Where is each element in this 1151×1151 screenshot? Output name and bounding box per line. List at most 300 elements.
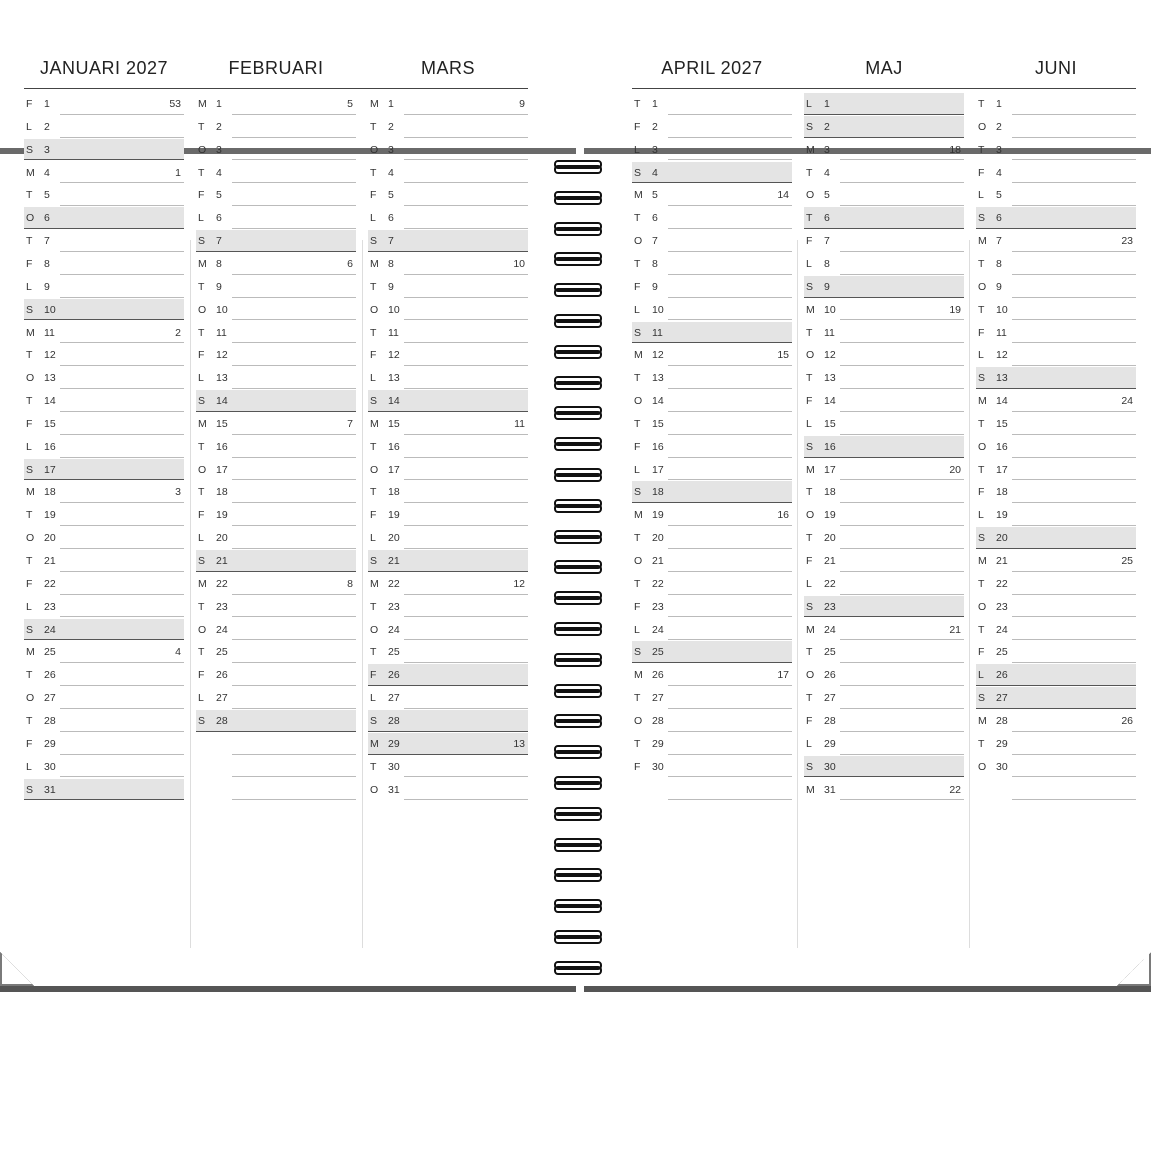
day-row[interactable] [196,618,356,641]
day-row[interactable] [976,480,1136,503]
day-row[interactable] [24,686,184,709]
day-row[interactable] [976,412,1136,435]
day-number: 28 [824,714,836,727]
day-row[interactable] [24,572,184,595]
ring-wire [554,411,602,420]
day-row[interactable] [976,343,1136,366]
day-row[interactable] [196,435,356,458]
weekday-letter: O [370,463,379,476]
day-number: 14 [216,395,228,408]
day-row[interactable] [632,503,792,526]
day-row[interactable] [632,526,792,549]
day-row[interactable] [804,206,964,229]
day-number: 14 [824,395,836,408]
day-row[interactable] [804,755,964,778]
day-row[interactable] [632,298,792,321]
day-row[interactable] [24,321,184,344]
weekday-letter: T [978,303,985,316]
day-row[interactable] [196,595,356,618]
day-row[interactable] [804,480,964,503]
day-row[interactable] [632,663,792,686]
spiral-ring [552,314,606,330]
day-row[interactable] [804,366,964,389]
weekday-letter: O [26,532,35,545]
day-row[interactable] [976,275,1136,298]
day-row[interactable] [196,183,356,206]
day-row[interactable] [24,732,184,755]
day-row[interactable] [368,732,528,755]
day-row[interactable] [24,252,184,275]
day-row[interactable] [196,480,356,503]
weekday-letter: O [978,440,987,453]
day-row[interactable] [804,572,964,595]
day-row[interactable] [196,663,356,686]
day-row[interactable] [976,321,1136,344]
day-row[interactable] [368,778,528,801]
day-row[interactable] [804,549,964,572]
day-row[interactable] [976,183,1136,206]
weekday-letter: M [370,737,379,750]
weekday-letter: F [370,349,377,362]
day-row[interactable] [804,138,964,161]
day-row[interactable] [368,343,528,366]
day-row[interactable] [24,595,184,618]
weekday-letter: T [634,372,641,385]
empty-day-row[interactable] [196,778,356,801]
day-number: 26 [216,669,228,682]
weekday-letter: T [26,395,33,408]
day-row[interactable] [196,686,356,709]
day-number: 11 [216,326,227,339]
day-row[interactable] [804,595,964,618]
day-row[interactable] [196,92,356,115]
day-row[interactable] [976,366,1136,389]
day-row[interactable] [24,503,184,526]
day-number: 31 [388,783,400,796]
weekday-letter: S [370,555,378,567]
week-number: 23 [1121,235,1133,248]
day-row[interactable] [632,686,792,709]
week-number: 11 [514,417,525,430]
weekday-letter: L [978,189,984,202]
day-row[interactable] [196,366,356,389]
weekday-letter: M [26,486,35,499]
day-row[interactable] [804,321,964,344]
month-title: APRIL 2027 [661,58,763,78]
empty-day-row[interactable] [196,732,356,755]
day-number: 4 [44,166,50,179]
day-row[interactable] [368,275,528,298]
day-row[interactable] [196,252,356,275]
day-row[interactable] [632,321,792,344]
weekday-letter: L [806,98,812,110]
day-row[interactable] [632,549,792,572]
day-row[interactable] [368,229,528,252]
day-row[interactable] [804,343,964,366]
day-row[interactable] [804,663,964,686]
ring-wire [554,966,602,975]
day-number: 23 [216,600,228,613]
day-number: 23 [996,600,1008,613]
day-row[interactable] [976,229,1136,252]
weekday-letter: T [978,98,985,110]
day-number: 10 [996,303,1008,316]
day-row[interactable] [804,92,964,115]
weekday-letter: O [978,120,987,133]
day-row[interactable] [976,663,1136,686]
day-row[interactable] [368,435,528,458]
day-row[interactable] [196,115,356,138]
day-row[interactable] [368,115,528,138]
day-row[interactable] [976,640,1136,663]
day-row[interactable] [632,435,792,458]
day-row[interactable] [196,572,356,595]
day-number: 8 [996,257,1002,270]
day-number: 29 [388,737,400,750]
day-row[interactable] [24,640,184,663]
day-row[interactable] [368,458,528,481]
day-row[interactable] [976,572,1136,595]
day-number: 23 [44,600,56,613]
day-number: 28 [44,714,56,727]
day-number: 29 [652,737,664,750]
day-row[interactable] [24,618,184,641]
ring-wire [554,812,602,821]
day-row[interactable] [804,252,964,275]
month-title-rule [804,88,976,89]
day-number: 15 [996,417,1008,430]
day-row[interactable] [976,115,1136,138]
day-number: 28 [652,714,664,727]
day-row[interactable] [976,709,1136,732]
spiral-ring [552,252,606,268]
day-number: 9 [44,280,50,293]
day-row[interactable] [368,321,528,344]
day-row[interactable] [632,366,792,389]
ring-wire [554,288,602,297]
day-row[interactable] [368,686,528,709]
weekday-letter: T [198,326,205,339]
weekday-letter: T [26,714,33,727]
weekday-letter: L [806,417,812,430]
day-row[interactable] [976,732,1136,755]
day-row[interactable] [368,389,528,412]
day-row[interactable] [196,503,356,526]
day-row[interactable] [804,275,964,298]
day-row[interactable] [804,778,964,801]
day-row[interactable] [24,526,184,549]
day-row[interactable] [976,503,1136,526]
day-row[interactable] [196,343,356,366]
day-number: 4 [388,166,394,179]
day-row[interactable] [196,321,356,344]
day-row[interactable] [804,412,964,435]
day-row[interactable] [368,412,528,435]
weekday-letter: T [806,212,813,225]
day-row[interactable] [632,640,792,663]
weekday-letter: T [806,646,813,659]
day-row[interactable] [24,412,184,435]
day-number: 20 [388,532,400,545]
spiral-ring [552,191,606,207]
day-row[interactable] [976,526,1136,549]
day-row[interactable] [632,161,792,184]
day-row[interactable] [368,161,528,184]
weekday-letter: L [198,532,204,545]
day-row[interactable] [976,161,1136,184]
day-number: 16 [44,440,56,453]
day-row[interactable] [632,343,792,366]
day-row[interactable] [632,618,792,641]
day-number: 27 [824,692,836,705]
spiral-ring [552,591,606,607]
day-row[interactable] [196,161,356,184]
day-row[interactable] [632,138,792,161]
day-number: 26 [44,669,56,682]
day-row[interactable] [804,732,964,755]
day-number: 14 [388,395,400,408]
weekday-letter: F [26,417,33,430]
day-row[interactable] [632,412,792,435]
day-number: 28 [388,714,400,727]
day-row[interactable] [632,206,792,229]
day-row[interactable] [976,138,1136,161]
day-row[interactable] [368,206,528,229]
column-separator [797,240,798,948]
spiral-ring [552,376,606,392]
day-row[interactable] [24,435,184,458]
day-row[interactable] [804,458,964,481]
day-number: 1 [388,98,394,110]
month-title-rule [632,88,804,89]
ring-wire [554,627,602,636]
weekday-letter: T [26,509,33,522]
day-row[interactable] [368,549,528,572]
day-number: 21 [996,555,1008,567]
weekday-letter: T [370,600,377,613]
week-number: 2 [175,326,181,339]
day-number: 20 [216,532,228,545]
weekday-letter: L [978,509,984,522]
day-row[interactable] [196,389,356,412]
day-row[interactable] [976,389,1136,412]
day-row[interactable] [632,732,792,755]
day-number: 17 [388,463,400,476]
empty-day-row[interactable] [976,778,1136,801]
day-row[interactable] [368,480,528,503]
day-row[interactable] [196,229,356,252]
day-row[interactable] [804,686,964,709]
day-row[interactable] [24,755,184,778]
day-row[interactable] [368,755,528,778]
week-number: 13 [513,737,525,750]
day-row[interactable] [976,92,1136,115]
day-row[interactable] [804,618,964,641]
day-row[interactable] [976,549,1136,572]
day-row[interactable] [632,755,792,778]
day-row[interactable] [976,206,1136,229]
day-row[interactable] [368,298,528,321]
day-row[interactable] [24,549,184,572]
day-row[interactable] [804,435,964,458]
day-number: 3 [44,143,50,156]
day-number: 6 [388,212,394,225]
day-row[interactable] [368,572,528,595]
empty-day-row[interactable] [196,755,356,778]
day-row[interactable] [976,755,1136,778]
week-number: 15 [777,349,789,362]
day-row[interactable] [24,389,184,412]
day-row[interactable] [804,389,964,412]
weekday-letter: F [198,509,205,522]
day-row[interactable] [804,229,964,252]
day-row[interactable] [368,526,528,549]
day-row[interactable] [24,480,184,503]
weekday-letter: S [978,212,986,225]
weekday-letter: T [198,166,205,179]
day-row[interactable] [976,595,1136,618]
weekday-letter: F [634,280,641,293]
day-row[interactable] [368,183,528,206]
day-row[interactable] [804,503,964,526]
weekday-letter: T [634,417,641,430]
day-row[interactable] [24,275,184,298]
day-row[interactable] [976,298,1136,321]
weekday-letter: S [634,166,642,179]
empty-day-row[interactable] [632,778,792,801]
day-row[interactable] [368,138,528,161]
weekday-letter: S [806,440,814,453]
day-number: 30 [44,760,56,773]
day-row[interactable] [368,366,528,389]
day-number: 12 [824,349,836,362]
weekday-letter: M [370,577,379,590]
day-row[interactable] [196,412,356,435]
day-row[interactable] [976,435,1136,458]
week-number: 19 [949,303,961,316]
day-row[interactable] [196,526,356,549]
day-row[interactable] [976,618,1136,641]
day-row[interactable] [24,183,184,206]
day-row[interactable] [976,458,1136,481]
day-row[interactable] [368,618,528,641]
weekday-letter: L [26,760,32,773]
day-row[interactable] [976,252,1136,275]
day-row[interactable] [24,115,184,138]
day-row[interactable] [368,595,528,618]
day-row[interactable] [632,252,792,275]
day-row[interactable] [196,549,356,572]
spiral-ring [552,868,606,884]
day-row[interactable] [196,206,356,229]
weekday-letter: F [370,669,377,682]
day-row[interactable] [196,709,356,732]
day-row[interactable] [24,138,184,161]
weekday-letter: M [806,463,815,476]
day-row[interactable] [368,663,528,686]
weekday-letter: M [634,509,643,522]
day-row[interactable] [368,640,528,663]
weekday-letter: F [978,486,985,499]
day-row[interactable] [24,778,184,801]
day-row[interactable] [632,595,792,618]
day-row[interactable] [632,709,792,732]
day-row[interactable] [804,161,964,184]
weekday-letter: S [806,120,814,133]
weekday-letter: M [634,189,643,202]
day-number: 17 [652,463,664,476]
day-row[interactable] [24,229,184,252]
day-row[interactable] [632,480,792,503]
day-row[interactable] [632,389,792,412]
day-row[interactable] [632,115,792,138]
day-row[interactable] [632,92,792,115]
day-row[interactable] [24,458,184,481]
ring-wire [554,504,602,513]
day-row[interactable] [24,206,184,229]
day-row[interactable] [24,161,184,184]
day-row[interactable] [196,275,356,298]
day-row[interactable] [196,458,356,481]
weekday-letter: T [370,120,377,133]
day-row[interactable] [196,138,356,161]
weekday-letter: M [198,257,207,270]
weekday-letter: M [26,326,35,339]
weekday-letter: M [26,166,35,179]
day-row[interactable] [24,663,184,686]
day-row[interactable] [368,709,528,732]
day-row[interactable] [368,92,528,115]
day-row[interactable] [804,183,964,206]
day-row[interactable] [632,183,792,206]
day-number: 5 [996,189,1002,202]
day-number: 1 [652,98,658,110]
day-row[interactable] [368,503,528,526]
day-number: 25 [824,646,836,659]
day-row[interactable] [24,366,184,389]
day-number: 14 [44,395,56,408]
day-number: 18 [996,486,1008,499]
day-row[interactable] [804,709,964,732]
month-title-rule [24,88,196,89]
day-row[interactable] [632,572,792,595]
day-row[interactable] [196,640,356,663]
day-number: 2 [388,120,394,133]
day-number: 2 [44,120,50,133]
day-row[interactable] [632,458,792,481]
day-row[interactable] [24,298,184,321]
day-number: 8 [388,257,394,270]
weekday-letter: T [198,440,205,453]
weekday-letter: M [634,669,643,682]
day-row[interactable] [804,115,964,138]
day-row[interactable] [632,275,792,298]
spiral-ring [552,745,606,761]
day-number: 8 [216,257,222,270]
day-row[interactable] [804,640,964,663]
day-row[interactable] [368,252,528,275]
day-row[interactable] [632,229,792,252]
weekday-letter: T [806,532,813,545]
day-row[interactable] [196,298,356,321]
day-row[interactable] [804,298,964,321]
weekday-letter: S [198,714,206,727]
day-row[interactable] [24,92,184,115]
day-row[interactable] [976,686,1136,709]
day-row[interactable] [804,526,964,549]
day-row[interactable] [24,709,184,732]
day-row[interactable] [24,343,184,366]
